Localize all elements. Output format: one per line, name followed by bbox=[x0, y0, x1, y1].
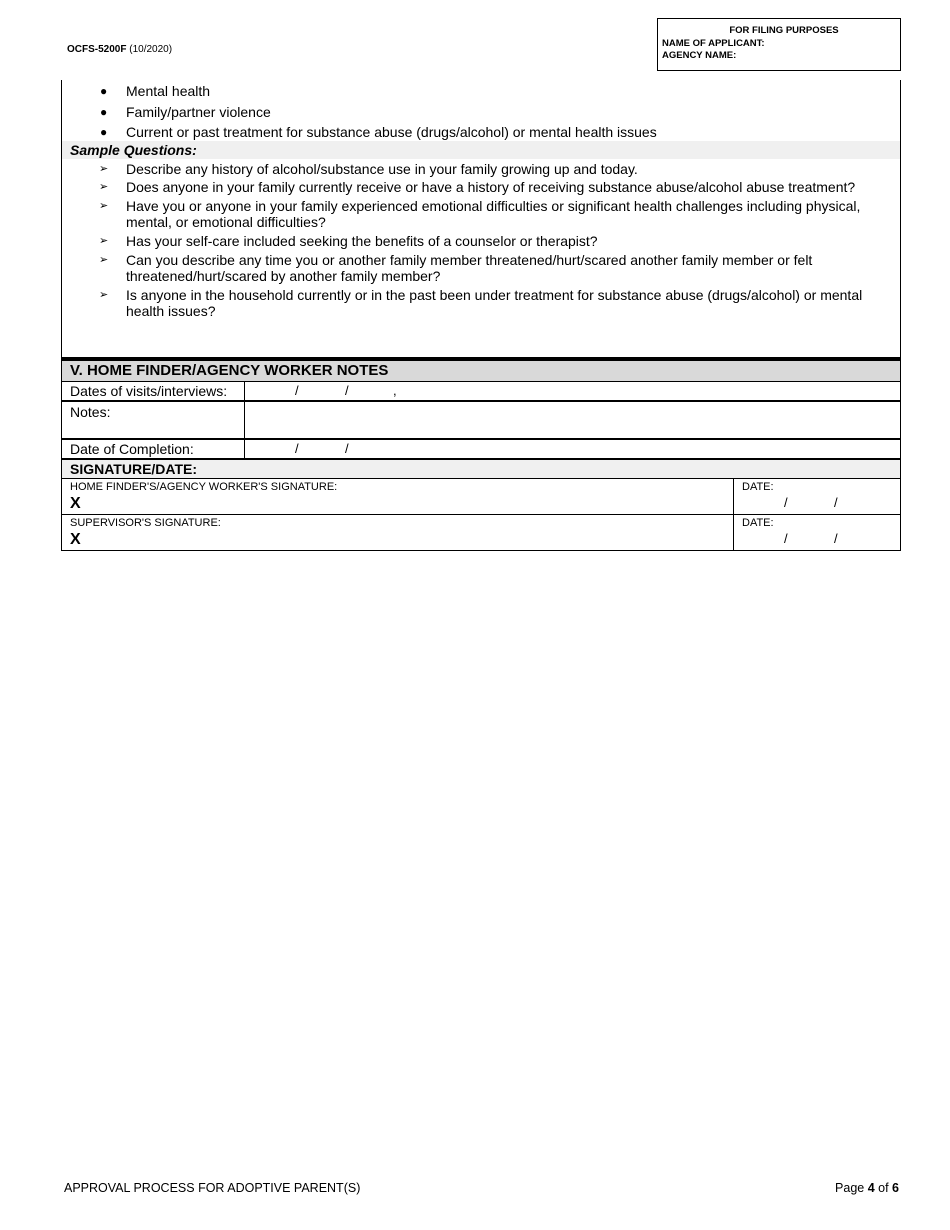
form-code: OCFS-5200F (10/2020) bbox=[67, 44, 173, 55]
arrow-bullet-icon: ➢ bbox=[99, 235, 109, 247]
bullet-item: ● Family/partner violence bbox=[100, 103, 271, 120]
arrow-bullet-icon: ➢ bbox=[99, 254, 109, 266]
filing-box-title: FOR FILING PURPOSES bbox=[729, 25, 839, 36]
agency-name-label: AGENCY NAME: bbox=[662, 50, 737, 61]
supervisor-signature-row bbox=[61, 515, 901, 551]
supervisor-date-field[interactable]: DATE: / / bbox=[742, 517, 838, 546]
question-item: ➢ Is anyone in the household currently or in the past been under treatment for substance abuse (drugs/alcohol) or mental health issues? bbox=[99, 287, 863, 319]
dates-of-visits-label: Dates of visits/interviews: bbox=[62, 382, 245, 400]
question-item: ➢ Have you or anyone in your family experienced emotional difficulties or significant health challenges including physical, mental, or emotional difficulties? bbox=[99, 198, 861, 230]
notes-row bbox=[61, 401, 901, 439]
signature-date-heading: SIGNATURE/DATE: bbox=[61, 459, 901, 479]
sample-questions-heading: Sample Questions: bbox=[62, 141, 900, 159]
home-finder-date-field[interactable]: DATE: / / bbox=[742, 481, 838, 510]
arrow-bullet-icon: ➢ bbox=[99, 163, 109, 175]
question-item: ➢ Does anyone in your family currently receive or have a history of receiving substance abuse/alcohol abuse treatment? bbox=[99, 179, 856, 195]
supervisor-signature-label: SUPERVISOR'S SIGNATURE: bbox=[70, 517, 221, 529]
date-of-completion-row bbox=[61, 439, 901, 459]
bullet-item: ● Current or past treatment for substance abuse (drugs/alcohol) or mental health issues bbox=[100, 124, 657, 140]
page-number: Page 4 of 6 bbox=[835, 1181, 899, 1195]
home-finder-signature-field[interactable] bbox=[62, 479, 734, 514]
arrow-bullet-icon: ➢ bbox=[99, 289, 109, 301]
footer-form-title: APPROVAL PROCESS FOR ADOPTIVE PARENT(S) bbox=[64, 1181, 361, 1195]
home-finder-signature-label: HOME FINDER'S/AGENCY WORKER'S SIGNATURE: bbox=[70, 481, 338, 493]
bullet-item: ● Mental health bbox=[100, 83, 211, 99]
date-of-completion-label: Date of Completion: bbox=[62, 440, 245, 458]
topic-bullet-list bbox=[62, 82, 900, 144]
date-label: DATE: bbox=[742, 517, 774, 529]
question-item: ➢ Describe any history of alcohol/substance use in your family growing up and today. bbox=[99, 161, 638, 177]
arrow-bullet-icon: ➢ bbox=[99, 200, 109, 212]
question-item: ➢ Has your self-care included seeking the benefits of a counselor or therapist? bbox=[99, 233, 598, 249]
signature-x-mark: X bbox=[70, 531, 81, 548]
notes-field[interactable] bbox=[246, 402, 900, 438]
home-finder-signature-row bbox=[61, 479, 901, 515]
date-of-completion-field[interactable]: / / bbox=[295, 441, 349, 456]
question-item: ➢ Can you describe any time you or another family member threatened/hurt/scared another family member or felt threatened/hurt/scared by another family member? bbox=[99, 252, 813, 284]
arrow-bullet-icon: ➢ bbox=[99, 181, 109, 193]
applicant-name-label: NAME OF APPLICANT: bbox=[662, 37, 765, 49]
dates-of-visits-row bbox=[61, 381, 901, 401]
sample-questions-list bbox=[62, 160, 900, 319]
section-v-title: V. HOME FINDER/AGENCY WORKER NOTES bbox=[61, 361, 901, 381]
continuation-frame bbox=[61, 80, 901, 358]
date-label: DATE: bbox=[742, 481, 774, 493]
signature-x-mark: X bbox=[70, 495, 81, 512]
dates-of-visits-field[interactable]: / / , bbox=[295, 383, 397, 398]
notes-label: Notes: bbox=[62, 402, 245, 438]
filing-purposes-box bbox=[657, 18, 901, 71]
supervisor-signature-field[interactable] bbox=[62, 515, 734, 550]
